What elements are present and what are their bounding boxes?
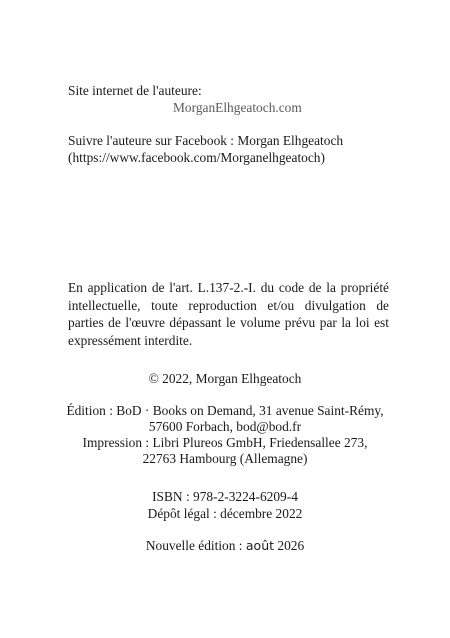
new-edition-label: Nouvelle édition : bbox=[145, 538, 243, 553]
new-edition bbox=[0, 537, 450, 555]
isbn: ISBN : 978-2-3224-6209-4 bbox=[152, 489, 298, 504]
legal-notice: En application de l'art. L.137-2.-I. du code de la propriété intellectuelle, toute reproduction et/ou divulgation de parties de l'œuvre dépassant le volume prévu par la loi est expressément interdite. bbox=[68, 280, 389, 348]
printing-line-2: 22763 Hambourg (Allemagne) bbox=[142, 451, 308, 466]
author-site-label: Site internet de l'auteure: bbox=[68, 83, 202, 98]
facebook-label: Suivre l'auteure sur Facebook : Morgan Elhgeatoch bbox=[68, 133, 344, 148]
depot-legal: Dépôt légal : décembre 2022 bbox=[147, 506, 303, 521]
edition-line-1: Édition : BoD · Books on Demand, 31 avenue Saint-Rémy, bbox=[66, 403, 384, 418]
copyright: © 2022, Morgan Elhgeatoch bbox=[148, 371, 302, 386]
edition-line-2: 57600 Forbach, bod@bod.fr bbox=[148, 419, 302, 434]
new-edition-year: 2026 bbox=[277, 538, 305, 553]
facebook-url[interactable]: (https://www.facebook.com/Morganelhgeatoch) bbox=[68, 150, 325, 165]
new-edition-month: août bbox=[245, 538, 275, 553]
author-site-url[interactable]: MorganElhgeatoch.com bbox=[173, 100, 302, 115]
printing-line-1: Impression : Libri Plureos GmbH, Friedensallee 273, bbox=[82, 435, 368, 450]
